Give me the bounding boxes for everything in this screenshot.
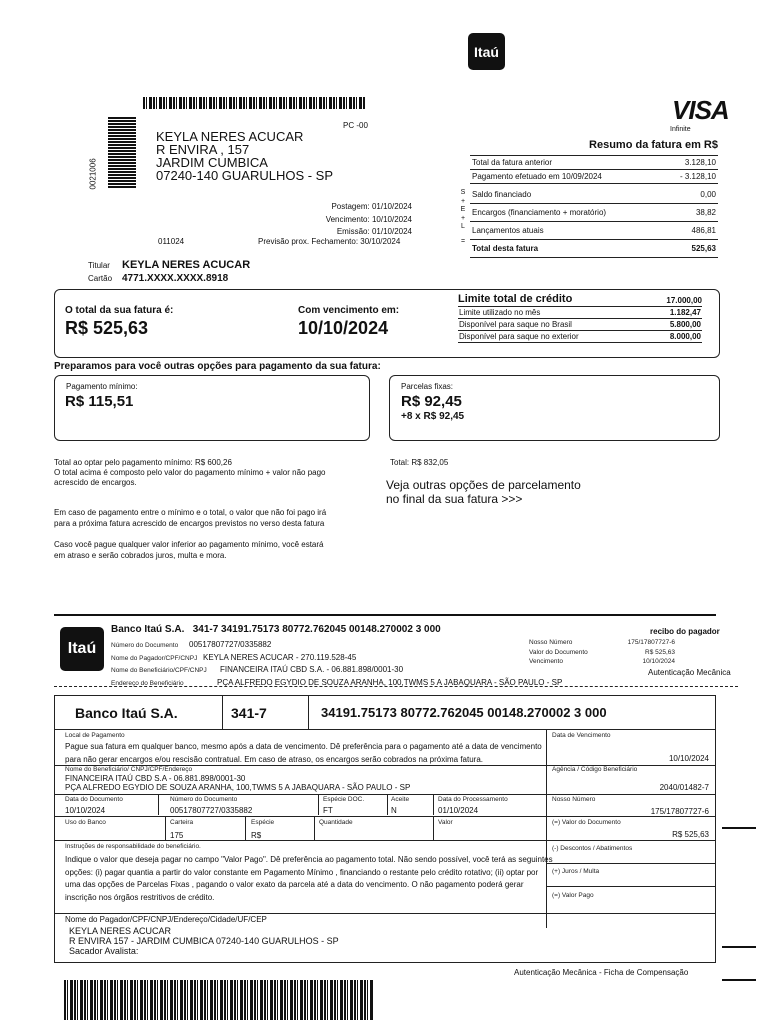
slip-local-1: Pague sua fatura em qualquer banco, mesmo após a data de vencimento. Dê preferência para o pagamento até a data de vencimento xyxy=(65,742,542,751)
receipt-value: R$ 525,63 xyxy=(645,648,675,656)
due-label: Com vencimento em: xyxy=(298,305,400,316)
visa-logo: VISA xyxy=(672,95,729,125)
note-text: Caso você pague qualquer valor inferior ao pagamento mínimo, você estará xyxy=(54,540,324,549)
slip-label: Data do Processamento xyxy=(438,796,508,803)
summary-row xyxy=(470,204,718,222)
slip-value: 00517807727/0335882 xyxy=(170,806,253,815)
slip-value: 01/10/2024 xyxy=(438,806,479,815)
date-fechamento xyxy=(258,237,400,246)
credit-row xyxy=(458,331,702,343)
slip-vdivider xyxy=(245,816,246,840)
date-label: Postagem: xyxy=(331,202,370,211)
receipt-label: Nome do Beneficiário/CPF/CNPJ xyxy=(111,667,207,674)
slip-label: Nosso Número xyxy=(552,796,596,803)
receipt-digitable-line: 341-7 34191.75173 80772.762045 00148.270002 3 000 xyxy=(192,624,441,635)
sign: = xyxy=(460,237,466,245)
receipt-top-line xyxy=(54,614,716,616)
date-value: 10/10/2024 xyxy=(371,214,412,224)
slip-code-cell xyxy=(223,696,309,729)
options-heading: Preparamos para você outras opções para pagamento da sua fatura: xyxy=(54,361,381,372)
summary-value: - 3.128,10 xyxy=(679,172,716,181)
margin-mark xyxy=(722,946,756,948)
itau-logo-text: Itaú xyxy=(474,43,499,60)
slip-benef-2: PÇA ALFREDO EGYDIO DE SOUZA ARANHA, 100,TWMS 5 A JABAQUARA - SÃO PAULO - SP xyxy=(65,783,411,792)
sign: S xyxy=(460,189,466,196)
total-value: R$ 525,63 xyxy=(65,318,149,338)
pc-code: PC -00 xyxy=(343,121,368,130)
summary-label: Lançamentos atuais xyxy=(472,226,544,235)
slip-instructions xyxy=(65,854,553,904)
slip-benef-label: Nome do Beneficiário/ CNPJ/CPF/Endereço xyxy=(65,766,193,773)
pagador-line: KEYLA NERES ACUCAR xyxy=(69,926,172,936)
credit-block xyxy=(458,293,702,343)
slip-hline xyxy=(55,729,715,730)
receipt-label: Nosso Número xyxy=(529,639,573,646)
credit-value: 5.800,00 xyxy=(669,320,701,329)
slip-vdivider xyxy=(165,816,166,840)
margin-mark xyxy=(722,827,756,829)
slip-value: 175/17807727-6 xyxy=(650,807,709,816)
receipt-label: Valor do Documento xyxy=(529,648,588,656)
parc-value: R$ 92,45 xyxy=(401,393,462,410)
cut-line xyxy=(54,686,738,687)
slip-hline-right xyxy=(546,863,715,864)
slip-label: Instruções de responsabilidade do beneficiário. xyxy=(65,843,201,850)
note-text: em atraso e serão cobrados juros, multa e mora. xyxy=(54,551,227,560)
slip-hline-right xyxy=(546,886,715,887)
date-vencimento xyxy=(240,214,412,227)
slip-bank-cell xyxy=(55,696,223,729)
vertical-barcode xyxy=(108,116,136,188)
summary-row xyxy=(470,186,718,204)
address-block xyxy=(156,130,333,182)
receipt-header xyxy=(111,624,441,635)
address-name: KEYLA NERES ACUCAR xyxy=(156,129,304,144)
margin-mark xyxy=(722,979,756,981)
min-note: acrescido de encargos. xyxy=(54,478,137,487)
credit-value: 8.000,00 xyxy=(669,332,701,341)
address-city: 07240-140 GUARULHOS - SP xyxy=(156,168,334,183)
slip-label: (=) Valor Pago xyxy=(552,892,594,899)
credit-label: Disponível para saque no exterior xyxy=(459,332,579,341)
receipt-value: 175/17807727-6 xyxy=(627,639,675,646)
slip-label: Uso do Banco xyxy=(65,819,106,826)
slip-agencia-value: 2040/01482-7 xyxy=(659,783,709,792)
receipt-title: recibo do pagador xyxy=(650,627,720,636)
summary-label: Pagamento efetuado em 10/09/2024 xyxy=(472,172,602,181)
date-label: Emissão: xyxy=(336,227,370,236)
summary-row xyxy=(470,222,718,240)
dates-block xyxy=(240,201,412,239)
slip-agencia-label: Agência / Código Beneficiário xyxy=(552,766,638,773)
payment-slip xyxy=(54,695,716,963)
summary-value: 0,00 xyxy=(700,190,716,199)
slip-benef-1: FINANCEIRA ITAÚ CBD S.A - 06.881.898/0001-30 xyxy=(65,774,246,783)
slip-venc-label: Data de Vencimento xyxy=(552,732,611,739)
summary-value: 3.128,10 xyxy=(684,158,716,167)
date-label: Vencimento: xyxy=(325,214,370,224)
due-value: 10/10/2024 xyxy=(298,318,389,338)
slip-vdivider xyxy=(314,816,315,840)
slip-barcode xyxy=(64,980,374,1020)
address-code: 011024 xyxy=(158,237,185,246)
summary-signs xyxy=(459,189,467,246)
slip-label: Espécie xyxy=(251,819,275,826)
sign: L xyxy=(461,223,465,230)
pagador-line: R ENVIRA 157 - JARDIM CUMBICA 07240-140 GUARULHOS - SP xyxy=(69,936,339,946)
summary-value: 525,63 xyxy=(691,244,716,253)
receipt-right xyxy=(529,638,675,667)
receipt-row xyxy=(529,657,675,667)
address-street: R ENVIRA , 157 xyxy=(156,142,250,157)
instr-line: Indique o valor que deseja pagar no campo "Valor Pago". Dê preferência ao pagamento total. Não sendo possível, você terá as seguintes xyxy=(65,855,553,864)
receipt-row xyxy=(111,663,562,676)
slip-label: Aceite xyxy=(391,796,410,803)
instr-line: inscrição nos órgãos restritivos de crédito. xyxy=(65,892,215,902)
summary-row-total xyxy=(470,240,718,258)
receipt-value: 10/10/2024 xyxy=(642,658,675,665)
sign: + xyxy=(460,197,466,205)
parc-link-text: no final da sua fatura >>> xyxy=(386,492,523,506)
slip-pagador xyxy=(69,926,339,956)
slip-vdivider xyxy=(433,794,434,815)
slip-hline xyxy=(55,816,715,817)
credit-title-row xyxy=(458,293,702,307)
parc-link-text: Veja outras opções de parcelamento xyxy=(386,478,581,492)
receipt-row xyxy=(111,651,562,664)
min-total: Total ao optar pelo pagamento mínimo: R$ 600,26 xyxy=(54,458,232,467)
slip-vdivider xyxy=(318,794,319,815)
cartao-label: Cartão xyxy=(88,274,113,283)
slip-value: N xyxy=(391,806,397,815)
instr-line: opções: (i) pagar quantia a partir do valor constante em Pagamento Mínimo , financiando o restante pelo crédito rotativo; (ii) optar por xyxy=(65,867,539,877)
receipt-auth: Autenticação Mecânica xyxy=(648,668,731,677)
slip-hline xyxy=(55,913,715,914)
credit-title-value: 17.000,00 xyxy=(666,296,702,305)
slip-vdivider xyxy=(158,794,159,815)
receipt-label: Vencimento xyxy=(529,658,563,665)
vertical-code: 0021006 xyxy=(88,158,98,190)
receipt-label: Endereço do Beneficiário xyxy=(111,679,184,687)
receipt-bank: Banco Itaú S.A. xyxy=(111,624,185,635)
parc-more: +8 x R$ 92,45 xyxy=(401,411,465,422)
parc-total: Total: R$ 832,05 xyxy=(390,458,449,467)
note-text: para a próxima fatura acrescido de encargos previstos no verso desta fatura xyxy=(54,519,325,528)
holder-block xyxy=(88,258,250,284)
slip-hline xyxy=(55,840,715,841)
credit-value: 1.182,47 xyxy=(669,308,701,317)
sacador-line: Sacador Avalista: xyxy=(69,946,139,956)
titular-label: Titular xyxy=(88,261,110,270)
slip-pagador-label: Nome do Pagador/CPF/CNPJ/Endereço/Cidade/UF/CEP xyxy=(65,915,267,924)
receipt-value: 00517807727/0335882 xyxy=(189,640,272,649)
receipt-value: FINANCEIRA ITAÚ CBD S.A. - 06.881.898/0001-30 xyxy=(220,665,404,674)
credit-row xyxy=(458,319,702,331)
titular-value: KEYLA NERES ACUCAR xyxy=(122,259,251,271)
receipt-left xyxy=(111,638,562,688)
slip-venc-value: 10/10/2024 xyxy=(668,754,709,763)
receipt-label: Nome do Pagador/CPF/CNPJ xyxy=(111,654,198,662)
slip-vdivider xyxy=(433,816,434,840)
summary-label: Saldo financiado xyxy=(472,190,532,199)
note-text: Em caso de pagamento entre o mínimo e o total, o valor que não foi pago irá xyxy=(54,508,327,517)
receipt-row xyxy=(529,638,675,648)
slip-local-label: Local de Pagamento xyxy=(65,732,125,739)
visa-tier: Infinite xyxy=(670,126,691,133)
min-label: Pagamento mínimo: xyxy=(66,382,138,391)
slip-bank: Banco Itaú S.A. xyxy=(75,704,178,721)
summary-row xyxy=(470,170,718,184)
date-postagem xyxy=(240,201,412,214)
parc-link[interactable] xyxy=(386,478,581,506)
credit-title: Limite total de crédito xyxy=(458,293,573,305)
slip-local-2: para não gerar encargos e/ou rescisão contratual. Em caso de atraso, os encargos serão cobrados na próxima fatura. xyxy=(65,755,484,764)
date-value: 30/10/2024 xyxy=(360,237,401,246)
instr-line: uma das opções de Parcelas Fixas , pagando o valor exato da parcela até a data do vencimento. O não pagamento poderá gerar xyxy=(65,880,524,889)
slip-value: R$ 525,63 xyxy=(672,830,709,839)
min-value: R$ 115,51 xyxy=(65,393,134,410)
slip-label: Espécie DOC. xyxy=(323,796,365,803)
total-label: O total da sua fatura é: xyxy=(65,305,174,316)
slip-ficha: Autenticação Mecânica - Ficha de Compensação xyxy=(514,968,689,977)
parc-label: Parcelas fixas: xyxy=(401,382,454,391)
note-a xyxy=(54,507,326,529)
slip-line: 34191.75173 80772.762045 00148.270002 3 000 xyxy=(321,705,607,720)
summary-table xyxy=(470,155,718,258)
itau-logo-text: Itaú xyxy=(67,640,97,657)
slip-label: (=) Valor do Documento xyxy=(552,819,621,826)
summary-label: Encargos (financiamento + moratório) xyxy=(472,208,607,217)
itau-logo-receipt xyxy=(60,627,104,671)
slip-label: Valor xyxy=(438,819,453,826)
slip-value: R$ xyxy=(251,831,262,840)
min-note: O total acima é composto pelo valor do pagamento mínimo + valor não pago xyxy=(54,468,326,477)
holder-cartao xyxy=(88,271,250,284)
summary-value: 38,82 xyxy=(695,208,716,217)
itau-logo-top xyxy=(468,33,505,70)
postal-barcode xyxy=(143,97,365,109)
summary-label: Total desta fatura xyxy=(472,244,539,253)
slip-label: Data do Documento xyxy=(65,796,123,803)
receipt-row xyxy=(111,638,562,651)
credit-label: Limite utilizado no mês xyxy=(459,308,541,317)
date-value: 01/10/2024 xyxy=(371,202,412,211)
date-label: Previsão prox. Fechamento: xyxy=(258,237,359,246)
sign: E xyxy=(460,206,466,213)
slip-hline xyxy=(55,794,715,795)
summary-row xyxy=(470,156,718,170)
slip-label: Número do Documento xyxy=(170,796,238,803)
credit-row xyxy=(458,307,702,319)
slip-label: Quantidade xyxy=(319,819,353,826)
address-district: JARDIM CUMBICA xyxy=(156,155,268,170)
credit-label: Disponível para saque no Brasil xyxy=(459,320,572,329)
slip-value: 175 xyxy=(170,831,184,840)
receipt-value: KEYLA NERES ACUCAR - 270.119.528-45 xyxy=(203,652,357,662)
summary-value: 486,81 xyxy=(691,226,716,235)
receipt-row xyxy=(529,648,675,658)
slip-label: (-) Descontos / Abatimentos xyxy=(552,845,633,852)
min-notes xyxy=(54,458,326,488)
sign: + xyxy=(460,214,466,222)
slip-value: 10/10/2024 xyxy=(65,806,106,815)
receipt-label: Número do Documento xyxy=(111,642,179,649)
slip-value: FT xyxy=(323,806,333,815)
holder-titular xyxy=(88,258,250,271)
slip-vdivider xyxy=(387,794,388,815)
receipt-value: PÇA ALFREDO EGYDIO DE SOUZA ARANHA, 100,TWMS 5 A JABAQUARA - SÃO PAULO - SP xyxy=(217,677,563,687)
slip-code: 341-7 xyxy=(231,704,267,721)
note-b xyxy=(54,539,324,561)
date-value: 01/10/2024 xyxy=(371,227,412,236)
summary-title: Resumo da fatura em R$ xyxy=(589,139,718,151)
slip-label: (+) Juros / Multa xyxy=(552,868,600,875)
cartao-value: 4771.XXXX.XXXX.8918 xyxy=(122,273,229,284)
slip-label: Carteira xyxy=(170,819,194,826)
summary-label: Total da fatura anterior xyxy=(472,158,553,167)
